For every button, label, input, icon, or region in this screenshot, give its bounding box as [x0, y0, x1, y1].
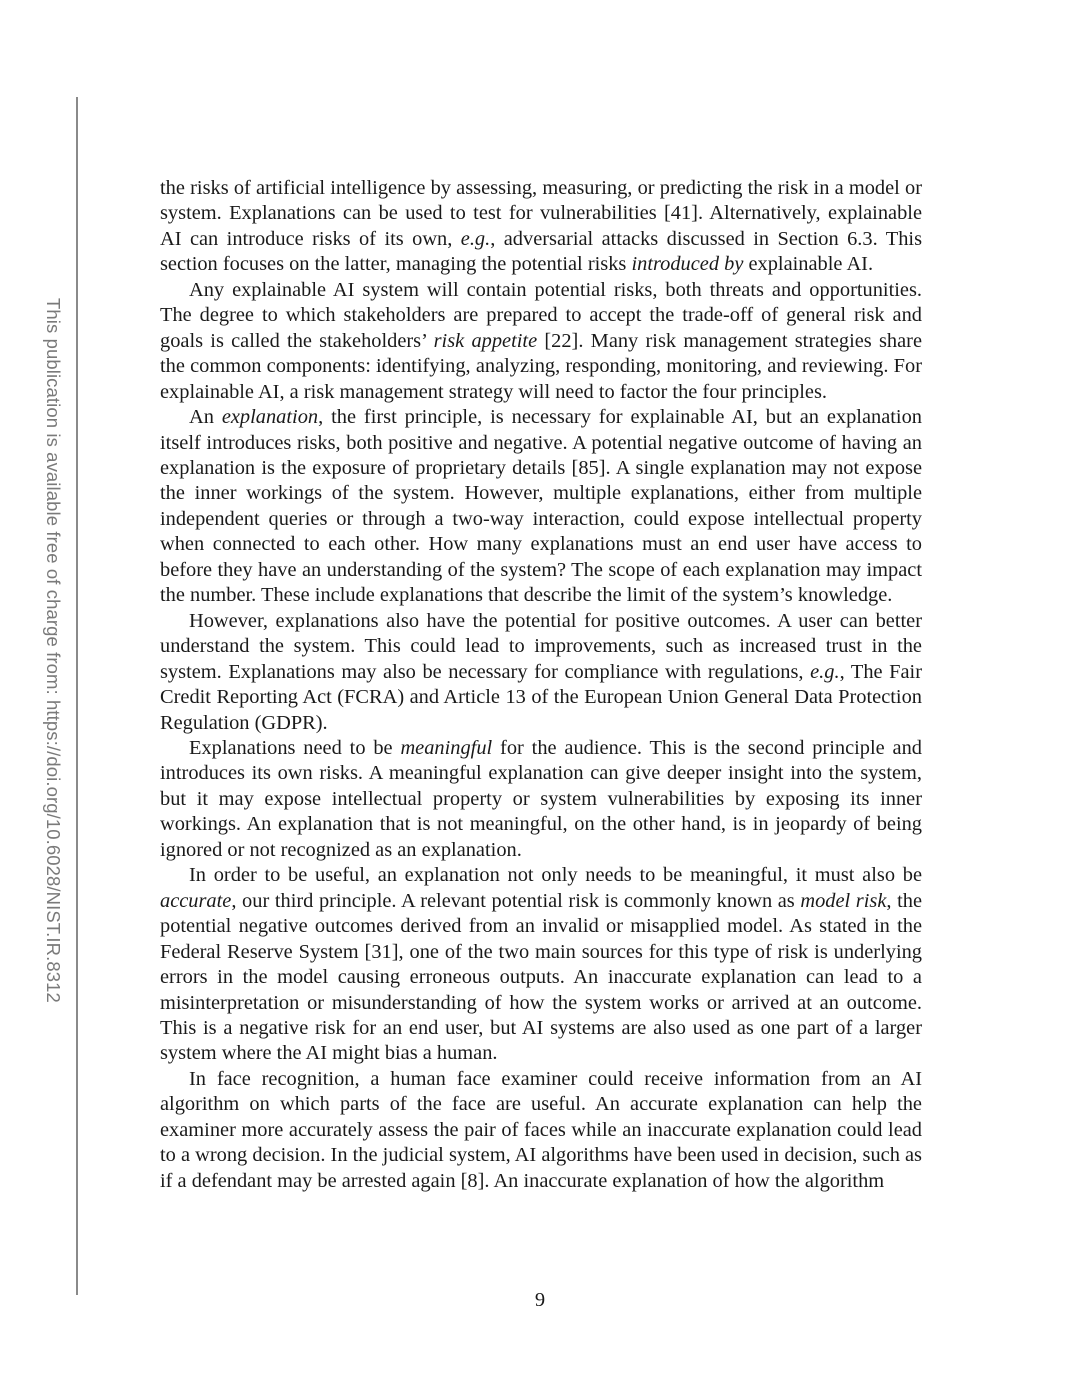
- emphasized-term: introduced by: [631, 253, 744, 276]
- paragraph-4: [160, 609, 922, 736]
- paragraph-1: [160, 176, 922, 278]
- emphasized-term: e.g.: [460, 227, 491, 250]
- text-run: for the audience. This is the second principle and introduces its own risks. A meaningful explanation can give deeper insight into the system, but it may expose intellectual property or system vulnerabilities by exposing its inner workings. An explanation that is not meaningful, on the other hand, is in jeopardy of being ignored or not recognized as an explanation.: [160, 736, 922, 861]
- emphasized-term: explanation: [221, 406, 319, 429]
- paragraph-2: [160, 278, 922, 405]
- emphasized-term: risk appetite: [433, 329, 538, 352]
- paragraph-3: [160, 405, 922, 609]
- text-run: Any explainable AI system will contain potential risks, both threats and opportunities. The degree to which stakeholders are prepared to accept the trade-off of general risk and goals is called the stakeholders’: [160, 278, 922, 352]
- text-run: the risks of artificial intelligence by assessing, measuring, or predicting the risk in a model or system. Explanations can be used to test for vulnerabilities [41]. Alternatively, explainable AI can introduce risks of its own,: [160, 177, 922, 250]
- margin-rule: [76, 97, 78, 1295]
- text-run: , adversarial attacks discussed in Section 6.3. This section focuses on the latter, managing the potential risks: [160, 227, 923, 276]
- text-run: Explanations need to be: [189, 736, 401, 759]
- availability-note: This publication is available free of charge from: https://doi.org/10.6028/NIST.IR.8312: [43, 298, 64, 1003]
- text-run: However, explanations also have the potential for positive outcomes. A user can better understand the system. This could lead to improvements, such as increased trust in the system. Explanations may also be necessary for compliance with regulations,: [160, 609, 922, 683]
- text-run: , the potential negative outcomes derived from an invalid or misapplied model. As stated in the Federal Reserve System [31], one of the two main sources for this type of risk is underlying errors in the model causing erroneous outputs. An inaccurate explanation can lead to a misinterpretation or misunderstanding of how the system works or arrived at an outcome. This is a negative risk for an end user, but AI systems are also used as one part of a larger system where the AI might bias a human.: [160, 889, 923, 1065]
- body-text: [160, 176, 922, 1194]
- text-run: In order to be useful, an explanation not only needs to be meaningful, it must also be: [189, 864, 922, 887]
- text-run: [22]. Many risk management strategies share the common components: identifying, analyzing, responding, monitoring, and reviewing. For explainable AI, a risk management strategy will need to factor the four principles.: [160, 329, 922, 403]
- paragraph-5: [160, 736, 922, 863]
- text-run: , The Fair Credit Reporting Act (FCRA) and Article 13 of the European Union General Data Protection Regulation (GDPR).: [160, 660, 922, 734]
- text-run: explainable AI.: [743, 253, 874, 276]
- emphasized-term: meaningful: [400, 736, 493, 759]
- emphasized-term: model risk: [800, 889, 887, 912]
- text-run: , our third principle. A relevant potential risk is commonly known as: [231, 889, 801, 912]
- text-run: In face recognition, a human face examiner could receive information from an AI algorithm on which parts of the face are useful. An accurate explanation can help the examiner more accurately assess the pair of faces while an inaccurate explanation could lead to a wrong decision. In the judicial system, AI algorithms have been used in decision, such as if a defendant may be arrested again [8]. An inaccurate explanation of how the algorithm: [160, 1067, 922, 1192]
- emphasized-term: e.g.: [810, 660, 840, 683]
- text-run: , the first principle, is necessary for explainable AI, but an explanation itself introduces risks, both positive and negative. A potential negative outcome of having an explanation is the exposure of proprietary details [85]. A single explanation may not expose the inner workings of the system. However, multiple explanations, either from multiple independent queries or through a two-way interaction, could expose intellectual property when connected to each other. How many explanations must an end user have access to before they have an understanding of the system? The scope of each explanation may impact the number. These include explanations that describe the limit of the system’s knowledge.: [160, 406, 922, 607]
- page-number: 9: [534, 1289, 546, 1311]
- emphasized-term: accurate: [160, 889, 232, 912]
- text-run: An: [189, 406, 222, 429]
- paragraph-6: [160, 863, 922, 1067]
- paragraph-7: [160, 1067, 922, 1194]
